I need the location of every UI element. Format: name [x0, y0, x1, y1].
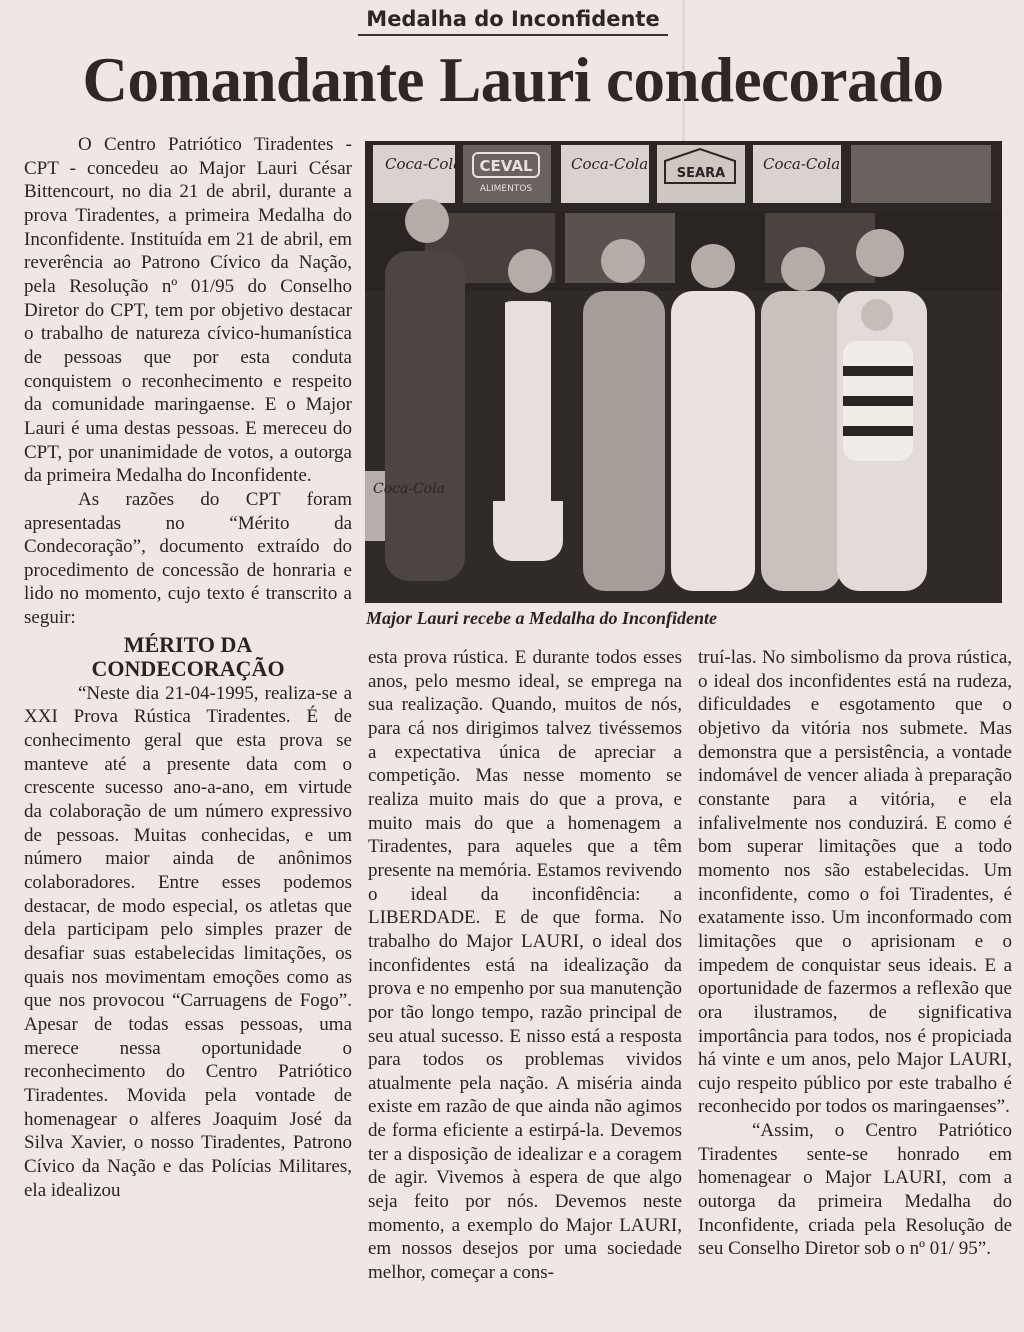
coca-cola-logo-3: Coca-Cola [763, 155, 841, 173]
headline: Comandante Lauri condecorado [82, 45, 944, 115]
photo-illustration [365, 141, 1002, 603]
article-column-3 [698, 646, 1012, 1261]
ceval-logo: CEVAL [479, 157, 533, 175]
coca-cola-logo-4: Coca-Cola [373, 481, 446, 497]
paragraph-intro: O Centro Patriótico Tiradentes - CPT - concedeu ao Major Lauri César Bittencourt, no dia 21 de abril, durante a prova Tiradentes, a primeira Medalha do Inconfidente. Instituída em 21 de abril, em reverência ao Patrono Cívico da Nação, pela Resolução nº 01/95 do Conselho Diretor do CPT, tem por objetivo destacar o trabalho de natureza cívico-humanística de pessoas que por esta conduta conquistem o reconhecimento e respeito da comunidade maringaense. E o Major Lauri é uma destas pessoas. E mereceu do CPT, por unanimidade de votos, a outorga da primeira Medalha do Inconfidente. [24, 134, 352, 487]
article-column-1 [24, 133, 352, 1202]
photo-caption: Major Lauri recebe a Medalha do Inconfidente [366, 608, 717, 628]
paragraph-merit-start: “Neste dia 21-04-1995, realiza-se a XXI Prova Rústica Tiradentes. É de conhecimento geral que esta prova se manteve até a presente data com o crescente sucesso ano-a-ano, em virtude da colaboração de um número expressivo de pessoas. Muitas conhecidas, e um número maior ainda de anônimos colaboradores. Entre esses podemos destacar, de modo especial, os atletas que dela participam pelo simples prazer de desafiar suas estabelecidas limitações, os quais nos movimentam emoções como as que nos provocou “Carruagens de Fogo”. Apesar de todas essas pessoas, uma merece nessa oportunidade o reconhecimento do Centro Patriótico Tiradentes. Movida pela vontade de homenagear o alferes Joaquim José da Silva Xavier, o nosso Tiradentes, Patrono Cívico da Nação e das Polícias Militares, ela idealizou [24, 682, 352, 1201]
coca-cola-logo: Coca-Cola [385, 155, 463, 173]
ceval-sub-logo: ALIMENTOS [479, 184, 533, 194]
paragraph-reasons: As razões do CPT foram apresentadas no “Mérito da Condecoração”, documento extraído do procedimento de concessão de honraria e lido no momento, cujo texto é transcrito a seguir: [24, 488, 352, 629]
article-column-2 [368, 646, 682, 1285]
paragraph-column-2: esta prova rústica. E durante todos esses anos, pelo mesmo ideal, se emprega na sua realização. Quando, muitos de nós, para cá nos dirigimos talvez tivéssemos a expectativa única de apreciar a competição. Mas nesse momento se realiza muito mais do que a prova, e muito mais do que a homenagem a Tiradentes, para aqueles que a têm presente na memória. Estamos revivendo o ideal da inconfidência: a LIBERDADE. E de que forma. No trabalho do Major LAURI, o ideal dos inconfidentes está na idealização da prova e no empenho por sua manutenção por tão longo tempo, razão principal de seu atual sucesso. E nisso está a resposta para todos os problemas vividos atualmente pela nação. A miséria ainda existe em razão de que ainda não agimos de forma eficiente a estirpá-la. Devemos ter a disposição de idealizar e a coragem de agir. Vivemos à espera de que algo seja feito por nós. Devemos neste momento, a exemplo do Major LAURI, em nossos desejos por uma sociedade melhor, começar a cons- [368, 647, 682, 1284]
section-kicker: Medalha do Inconfidente [358, 4, 668, 36]
banner-panel [373, 145, 455, 203]
paragraph-column-3: truí-las. No simbolismo da prova rústica, o ideal dos inconfidentes está na rudeza, dificuldades e esgotamento que o objetivo da vitória nos submete. Mas demonstra que a persistência, a vontade indomável de vencer aliada à preparação constante para a vitória, e ela infalivelmente nos conduzirá. E como é bom superar limitações que a todo momento nos são estabelecidas. Um inconfidente, como o foi Tiradentes, é exatamente isso. Um inconformado com limitações que o aprisionam e o impedem de conquistar seus ideais. E a oportunidade de fazermos a reflexão que ora ilustramos, de significativa importância para todos, nos é propiciada há vinte e um anos, pelo Major LAURI, cujo respeito público por este trabalho é reconhecido por todos os maringaenses”. [698, 647, 1012, 1118]
article-photo [365, 141, 1002, 603]
paragraph-closing: “Assim, o Centro Patriótico Tiradentes sente-se honrado em homenagear o Major LAURI, com a outorga da primeira Medalha do Inconfidente, criada pela Resolução de seu Conselho Diretor sob o nº 01/ 95”. [698, 1120, 1012, 1260]
coca-cola-logo-2: Coca-Cola [571, 155, 649, 173]
seara-logo: SEARA [676, 166, 726, 181]
subheading-line-2: CONDECORAÇÃO [91, 655, 285, 681]
subheading-line-1: MÉRITO DA [123, 631, 253, 657]
subheading [24, 633, 352, 681]
